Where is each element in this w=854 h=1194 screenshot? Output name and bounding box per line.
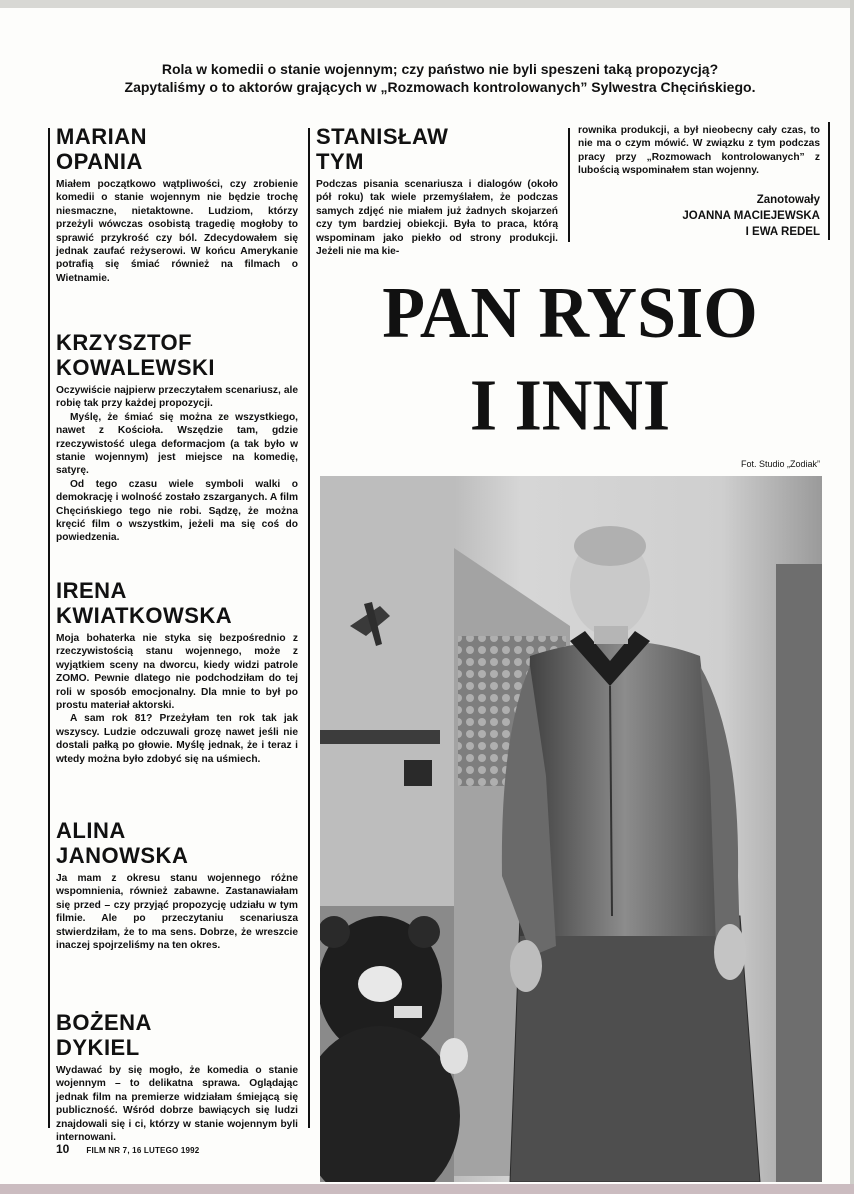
paragraph: rownika produkcji, a był nieobecny cały czas, to nie ma o czym mówić. W związku z tym podczas pracy przy „Rozmowach kontrolowanych” z lubością wspominałem stan wojenny. [578,125,820,177]
name-last: JANOWSKA [56,843,189,868]
section-bozena-dykiel [56,1010,298,1144]
column-rule-left [48,128,50,1128]
paragraph: Moja bohaterka nie styka się bezpośrednio z rzeczywistością stanu wojennego, może z wyjątkiem sceny na dworcu, kiedy widzi patrole ZOMO. Pewnie dlatego nie podchodziłam do tej roli w sposób emocjonalny. Dla mnie to był po prostu materiał aktorski. [56,633,298,712]
name-first: IRENA [56,578,127,603]
section-irena-kwiatkowska [56,578,298,766]
section-text [56,1064,298,1144]
section-text [316,178,558,258]
name-last: OPANIA [56,149,143,174]
section-name [56,330,298,380]
name-last: KWIATKOWSKA [56,603,233,628]
section-krzysztof-kowalewski [56,330,298,545]
intro-lead [40,60,840,96]
name-first: BOŻENA [56,1010,152,1035]
issue-info: FILM NR 7, 16 LUTEGO 1992 [86,1146,200,1155]
signature-label: Zanotowały [756,194,820,206]
name-first: MARIAN [56,124,147,149]
column-rule-far-right [828,122,830,240]
paragraph: A sam rok 81? Przeżyłam ten rok tak jak wszyscy. Ludzie odczuwali grozę nawet jeśli nie dostali pałką po głowie. Myślę jednak, że i teraz i wtedy można było zdobyć się na uśmiech. [56,713,298,765]
section-name [56,818,298,868]
section-alina-janowska [56,818,298,952]
paragraph: Miałem początkowo wątpliwości, czy zrobienie komedii o stanie wojennym nie będzie trochę niesmaczne, nietaktowne. Ludziom, którzy przeżyli wówczas osobistą tragedię mogłoby to sprawić przykrość czy ból. Zdecydowałem się jednak zaufać reżyserowi. W końcu Amerykanie potrafią się śmiać również na filmach o Wietnamie. [56,179,298,284]
paragraph: Wydawać by się mogło, że komedia o stanie wojennym – to delikatna sprawa. Oglądając jednak film na premierze widziałam śmiejącą się publiczność. Wśród dobrze bawiących się ludzi znajdowali się i ci, którzy w stanie wojennym byli internowani. [56,1065,298,1144]
intro-line-2: Zapytaliśmy o to aktorów grających w „Rozmowach kontrolowanych” Sylwestra Chęcińskiego. [124,79,756,95]
page-edge [0,0,854,8]
section-continuation [578,124,820,178]
paragraph: Myślę, że śmiać się można ze wszystkiego, nawet z Kościoła. Wszędzie tam, gdzie rzeczywistość ulega deformacjom (a tak było w stanie wojennym) jest miejsce na komedię, satyrę. [56,411,298,477]
page-bottom-edge [0,1184,854,1194]
continuation-text [578,124,820,178]
paragraph: Od tego czasu wiele symboli walki o demokrację i wolność zostało zszarganych. A film Chęcińskiego tego nie robi. Sądzę, że można kręcić film o wszystkim, jeżeli ma się coś do powiedzenia. [56,478,298,544]
headline-line-2: I INNI [469,365,671,447]
column-rule-middle [308,128,310,1128]
paragraph: Ja mam z okresu stanu wojennego różne wspomnienia, również zabawne. Zastanawiałam się przed – czy przyjąć propozycję udziału w tym filmie. Ale po przeczytaniu scenariusza stwierdziłam, że to ma sens. Dobrze, że wreszcie inaczej spojrzeliśmy na ten okres. [56,873,298,952]
section-text [56,384,298,545]
headline-line-1: PAN RYSIO [382,272,758,354]
name-last: KOWALEWSKI [56,355,215,380]
signature-author-2: I EWA REDEL [745,226,820,238]
section-text [56,632,298,766]
paragraph: Oczywiście najpierw przeczytałem scenariusz, ale robię tak przy każdej propozycji. [56,385,298,410]
section-name [316,124,558,174]
section-text [56,872,298,952]
photo-caption: Fot. Studio „Zodiak” [740,459,820,469]
photo-illustration [320,476,822,1182]
name-first: ALINA [56,818,126,843]
signature-author-1: JOANNA MACIEJEWSKA [682,210,820,222]
section-name [56,1010,298,1060]
intro-line-1: Rola w komedii o stanie wojennym; czy państwo nie byli speszeni taką propozycją? [161,61,719,77]
signature [582,192,820,240]
name-first: KRZYSZTOF [56,330,193,355]
page-number: 10 [56,1142,70,1156]
section-text [56,178,298,285]
name-last: TYM [316,149,364,174]
column-rule-right-top [568,128,570,242]
article-headline [330,268,810,453]
paragraph: Podczas pisania scenariusza i dialogów (około pół roku) tak wiele przemyślałem, że podczas samych zdjęć nie miałem już żadnych skojarzeń czy tym bardziej obiekcji. Była to praca, którą wspominam jako piekło od strony produkcji. Jeżeli nie ma kie- [316,179,558,258]
section-stanislaw-tym [316,124,558,258]
name-last: DYKIEL [56,1035,140,1060]
section-marian-opania [56,124,298,285]
section-name [56,124,298,174]
name-first: STANISŁAW [316,124,449,149]
page-edge-right [850,0,854,1194]
page-footer [56,1142,199,1156]
section-name [56,578,298,628]
photo-man-in-cardigan [320,476,822,1182]
